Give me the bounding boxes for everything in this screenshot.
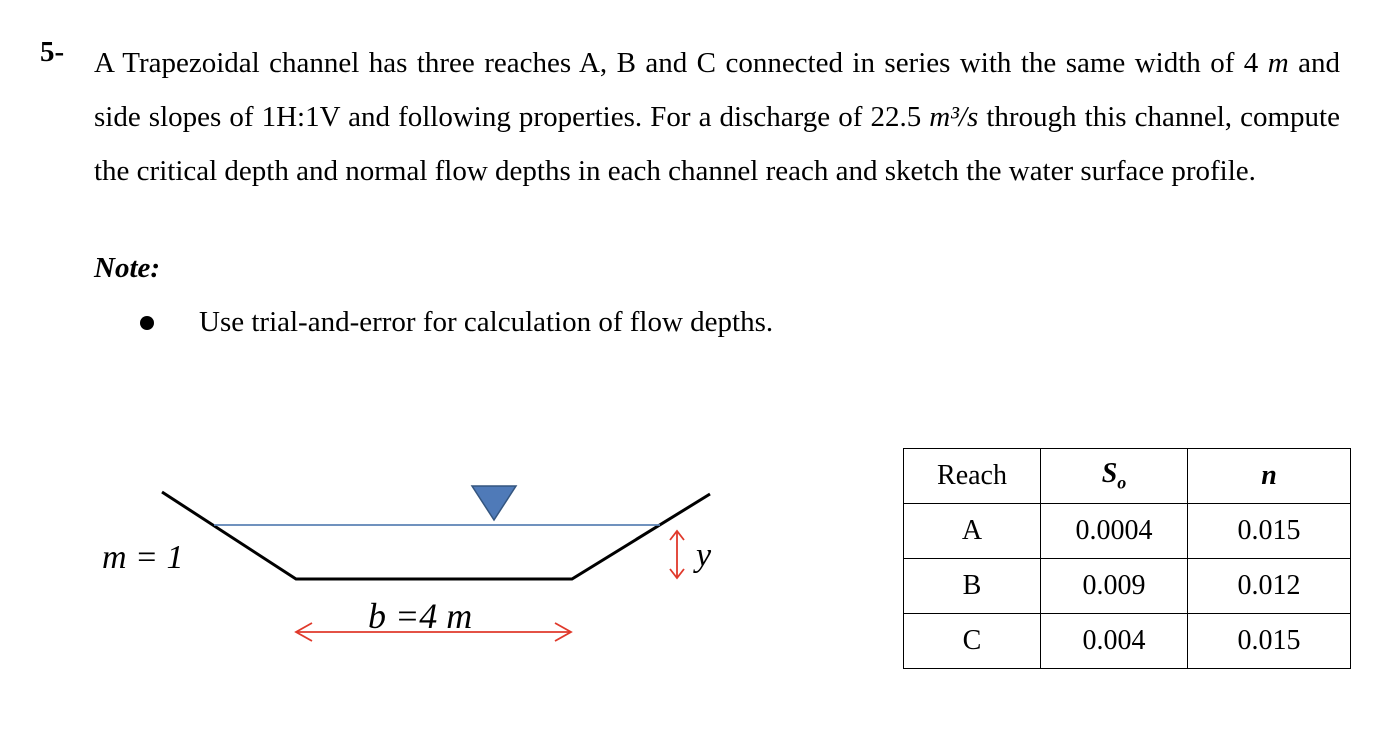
note-bullet (140, 306, 773, 339)
channel-outline (162, 492, 710, 579)
header-slope: $S_o$ (1041, 449, 1188, 504)
note-bullet-text: Use trial-and-error for calculation of flow depths. (199, 306, 774, 338)
table-row (904, 504, 1351, 559)
header-reach: Reach (904, 449, 1041, 504)
water-level-marker-icon (472, 486, 516, 520)
table-row (904, 559, 1351, 614)
problem-text: A Trapezoidal channel has three reaches A, B and C connected in series with the same width of 4 m and side slopes of 1H:1V and following properties. For a discharge of 22.5 m³/s through this channel, compute the critical depth and normal flow depths in each channel reach and sketch the water surface profile. (94, 47, 1340, 187)
n-cell: 0.015 (1188, 614, 1351, 669)
depth-arrow (670, 531, 684, 578)
table-row (904, 614, 1351, 669)
depth-label: y (696, 537, 712, 574)
bullet-icon (140, 316, 154, 330)
slope-cell: 0.004 (1041, 614, 1188, 669)
unit-m: m (1267, 47, 1289, 79)
width-label: b =4 m (368, 596, 473, 636)
note-title: Note: (94, 252, 161, 284)
slope-cell: 0.0004 (1041, 504, 1188, 559)
side-slope-label: m = 1 (102, 539, 184, 576)
problem-statement (40, 36, 1340, 198)
reach-cell: C (904, 614, 1041, 669)
n-cell: 0.015 (1188, 504, 1351, 559)
unit-discharge: m³/s (929, 101, 979, 133)
header-n: n (1188, 449, 1351, 504)
reach-cell: A (904, 504, 1041, 559)
reach-cell: B (904, 559, 1041, 614)
n-cell: 0.012 (1188, 559, 1351, 614)
table-header-row (904, 449, 1351, 504)
problem-number: 5- (40, 36, 65, 68)
slope-cell: 0.009 (1041, 559, 1188, 614)
reach-properties-table (903, 448, 1351, 669)
channel-cross-section-diagram (80, 470, 740, 670)
